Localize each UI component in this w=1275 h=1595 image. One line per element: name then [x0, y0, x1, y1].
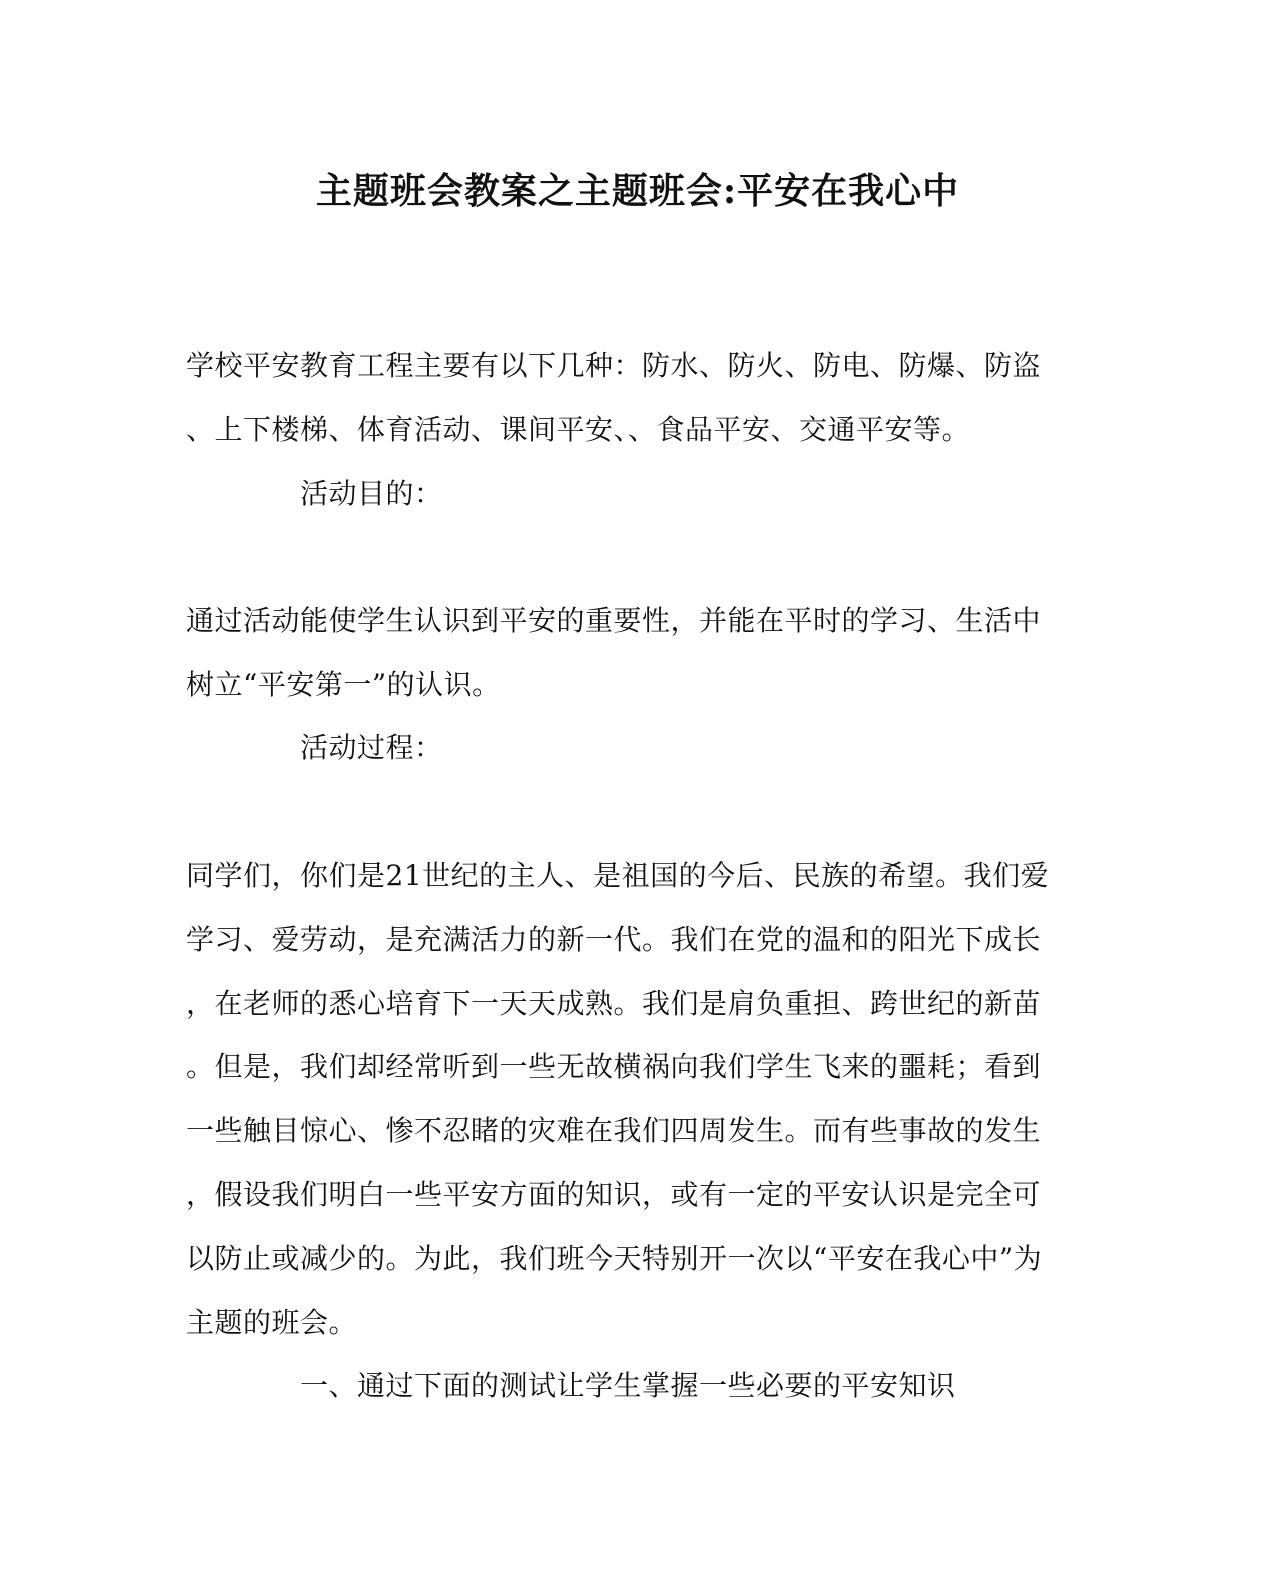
paragraph-line: ，在老师的悉心培育下一天天成熟。我们是肩负重担、跨世纪的新苗 — [186, 987, 1042, 1020]
paragraph-line: 一些触目惊心、惨不忍睹的灾难在我们四周发生。而有些事故的发生 — [186, 1114, 1042, 1147]
paragraph-line: 。但是，我们却经常听到一些无故横祸向我们学生飞来的噩耗；看到 — [186, 1050, 1042, 1083]
paragraph-line: 同学们，你们是21世纪的主人、是祖国的今后、民族的希望。我们爱 — [186, 859, 1050, 892]
paragraph-line: ，假设我们明白一些平安方面的知识，或有一定的平安认识是完全可 — [186, 1178, 1042, 1211]
section-heading-process: 活动过程： — [300, 731, 443, 764]
document-title: 主题班会教案之主题班会:平安在我心中 — [315, 170, 960, 212]
paragraph-line: 以防止或减少的。为此，我们班今天特别开一次以“平安在我心中”为 — [186, 1242, 1043, 1275]
paragraph-line: 通过活动能使学生认识到平安的重要性，并能在平时的学习、生活中 — [186, 604, 1042, 637]
section-heading-purpose: 活动目的： — [300, 477, 443, 510]
paragraph-line: 树立“平安第一”的认识。 — [186, 668, 501, 701]
section-heading-1: 一、通过下面的测试让学生掌握一些必要的平安知识 — [300, 1369, 956, 1402]
paragraph-line: 主题的班会。 — [186, 1306, 358, 1339]
paragraph-line: 学校平安教育工程主要有以下几种：防水、防火、防电、防爆、防盗 — [186, 349, 1042, 382]
paragraph-line: 学习、爱劳动，是充满活力的新一代。我们在党的温和的阳光下成长 — [186, 923, 1042, 956]
paragraph-line: 、上下楼梯、体育活动、课间平安、、食品平安、交通平安等。 — [186, 413, 971, 446]
